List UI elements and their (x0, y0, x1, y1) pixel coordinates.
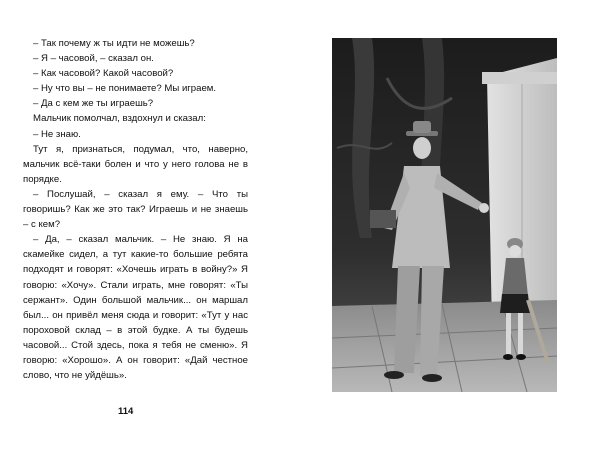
page-number: 114 (118, 406, 134, 417)
paragraph: – Как часовой? Какой часовой? (33, 68, 174, 80)
illustration (332, 38, 557, 392)
paragraph: – Да с кем же ты играешь? (33, 98, 154, 110)
paragraph: – Так почему ж ты идти не можешь? (33, 38, 195, 49)
story-text (23, 36, 248, 383)
paragraph: – Ну что вы – не понимаете? Мы играем. (33, 83, 217, 95)
paragraph: – Я – часовой, – сказал он. (33, 53, 154, 65)
paragraph: – Не знаю. (33, 128, 81, 140)
illustration-scene (332, 38, 557, 392)
paragraph: Мальчик помолчал, вздохнул и сказал: (33, 113, 206, 125)
paragraph: – Послушай, – сказал я ему. – Что ты говоришь? Как же это так? Играешь и не знаешь – с кем? (23, 188, 248, 231)
paragraph: Тут я, признаться, подумал, что, наверно, мальчик всё-таки болен и что у него голова не в порядке. (23, 143, 248, 185)
paragraph: – Да, – сказал мальчик. – Не знаю. Я на скамейке сидел, а тут какие-то большие ребята подходят и говорят: «Хочешь играть в войну?» Я говорю: «Хочу». Стали играть, мне говорят: «Ты сержант». Один большой мальчик... он маршал был... он привёл меня сюда и говорит: «Тут у нас пороховой склад – в этой будке. А ты будешь часовой... Стой здесь, пока я тебя не сменю». Я говорю: «Хорошо». А он говорит: «Дай честное слово, что не уйдёшь». (23, 234, 248, 382)
